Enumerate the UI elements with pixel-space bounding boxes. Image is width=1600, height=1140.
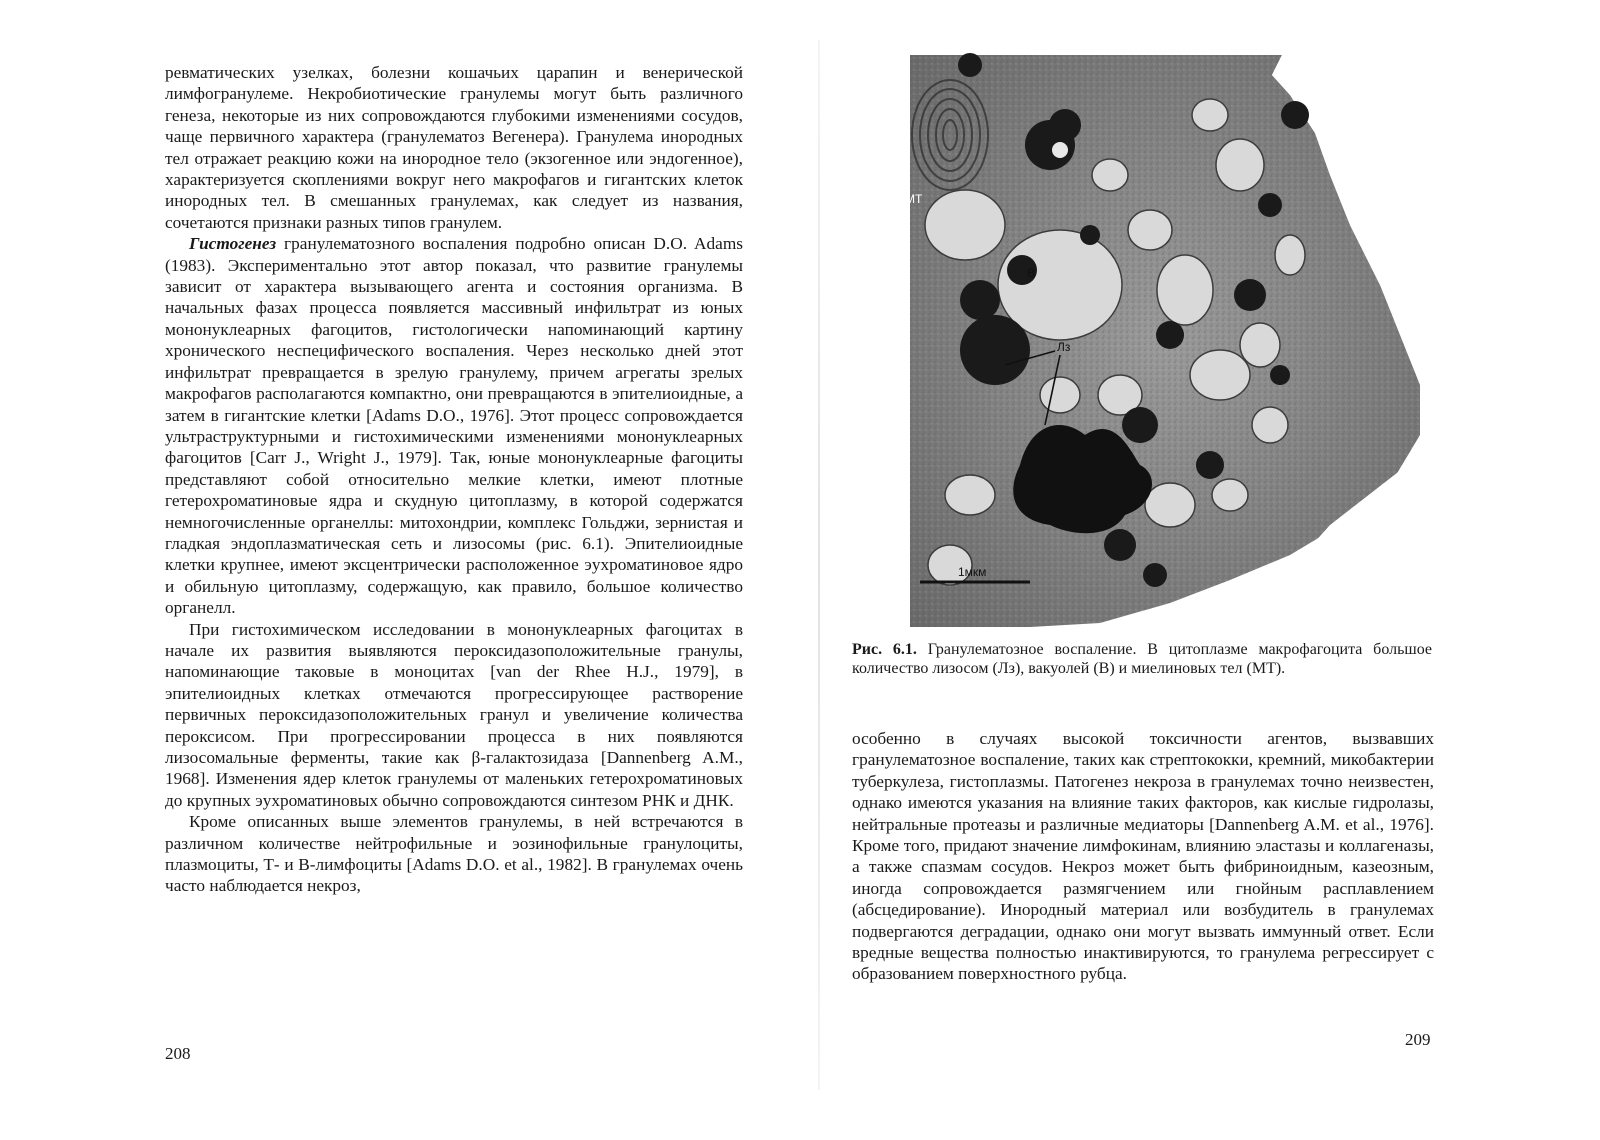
label-mt: МТ bbox=[905, 192, 923, 206]
term-histogenesis: Гистогенез bbox=[189, 234, 277, 254]
caption-lead: Рис. 6.1. bbox=[852, 641, 917, 658]
paragraph-2-text: гранулематозного воспаления подробно описан D.O. Adams (1983). Экспериментально этот автор показал, что развитие гранулемы зависит от характера вызывающего агента и состояния организма. В начальных фазах процесса появляется массивный инфильтрат из юных мононуклеарных фагоцитов, гистологически напоминающий картину хронического неспецифического воспаления. Через несколько дней этот инфильтрат превращается в зрелую гранулему, причем агрегаты зрелых макрофагов располагаются компактно, они превращаются в эпителиоидные, а затем в гигантские клетки [Adams D.O., 1976]. Этот процесс сопровождается ультраструктурными и гистохимическими изменениями мононуклеарных фагоцитов [Carr J., Wright J., 1979]. Так, юные мононуклеарные фагоциты представляют собой относительно мелкие клетки, имеют плотные гетерохроматиновые ядра и скудную цитоплазму, в которой содержатся немногочисленные органеллы: митохондрии, комплекс Гольджи, зернистая и гладкая эндоплазматическая сеть и лизосомы (рис. 6.1). Эпителиоидные клетки крупнее, имеют эксцентрически расположенное эухроматиновое ядро и обильную цитоплазму, содержащую, как правило, большое количество органелл. bbox=[165, 234, 743, 618]
figure-caption bbox=[852, 640, 1432, 678]
left-text-column bbox=[165, 62, 743, 897]
paragraph-4: Кроме описанных выше элементов гранулемы, в ней встречаются в различном количестве нейтрофильные и эозинофильные гранулоциты, плазмоциты, Т- и В-лимфоциты [Adams D.O. et al., 1982]. В гранулемах очень часто наблюдается некроз, bbox=[165, 812, 743, 896]
paragraph-2 bbox=[165, 233, 743, 618]
page-number-right: 209 bbox=[1405, 1030, 1431, 1049]
right-text-column bbox=[852, 728, 1434, 985]
paragraph-3: При гистохимическом исследовании в мононуклеарных фагоцитах в начале их развития выявляются пероксидазоположительные гранулы, напоминающие таковые в моноцитах [van der Rhee H.J., 1979], в эпителиоидных клетках отмечаются прогрессирующее растворение первичных пероксидазоположительных гранул и увеличение количества пероксисом. При прогрессировании процесса в них появляются лизосомальные ферменты, такие как β-галактозидаза [Dannenberg A.M., 1968]. Изменения ядер клеток гранулемы от маленьких гетерохроматиновых до крупных эухроматиновых обычно сопровождаются синтезом РНК и ДНК. bbox=[165, 619, 743, 810]
label-vacuole: В bbox=[1027, 266, 1036, 280]
page-number-left: 208 bbox=[165, 1044, 191, 1063]
electron-micrograph bbox=[905, 55, 1420, 627]
right-paragraph: особенно в случаях высокой токсичности агентов, вызвавших гранулематозное воспаление, таких как стрептококки, кремний, микобактерии туберкулеза, гистоплазмы. Патогенез некроза в гранулемах точно неизвестен, однако имеются указания на влияние таких факторов, как кислые гидролазы, нейтральные протеазы и различные медиаторы [Dannenberg A.M. et al., 1976]. Кроме того, придают значение лимфокинам, влиянию эластазы и коллагеназы, а также спазмам сосудов. Некроз может быть фибриноидным, казеозным, иногда сопровождается размягчением или гнойным расплавлением (абсцедирование). Инородный материал или возбудитель в гранулемах подвергаются деградации, однако они могут вызвать иммунный ответ. Если вредные вещества полностью инактивируются, то гранулема регрессирует с образованием поверхностного рубца. bbox=[852, 729, 1434, 984]
scale-bar-label: 1мкм bbox=[958, 565, 987, 579]
caption-text: Гранулематозное воспаление. В цитоплазме макрофагоцита большое количество лизосом (Лз), вакуолей (В) и миелиновых тел (МТ). bbox=[852, 641, 1432, 677]
micrograph-figure bbox=[905, 55, 1420, 627]
label-lysosome: Лз bbox=[1057, 340, 1071, 354]
paragraph-1: ревматических узелках, болезни кошачьих царапин и венерической лимфогранулеме. Некробиотические гранулемы могут быть различного генеза, некоторые из них сопровождаются глубокими изменениями сосудов, чаще первичного характера (гранулематоз Вегенера). Гранулема инородных тел отражает реакцию кожи на инородное тело (экзогенное или эндогенное), характеризуется скоплениями вокруг него макрофагов и гигантских клеток инородных тел. В смешанных гранулемах, как следует из названия, сочетаются признаки разных типов гранулем. bbox=[165, 63, 743, 232]
